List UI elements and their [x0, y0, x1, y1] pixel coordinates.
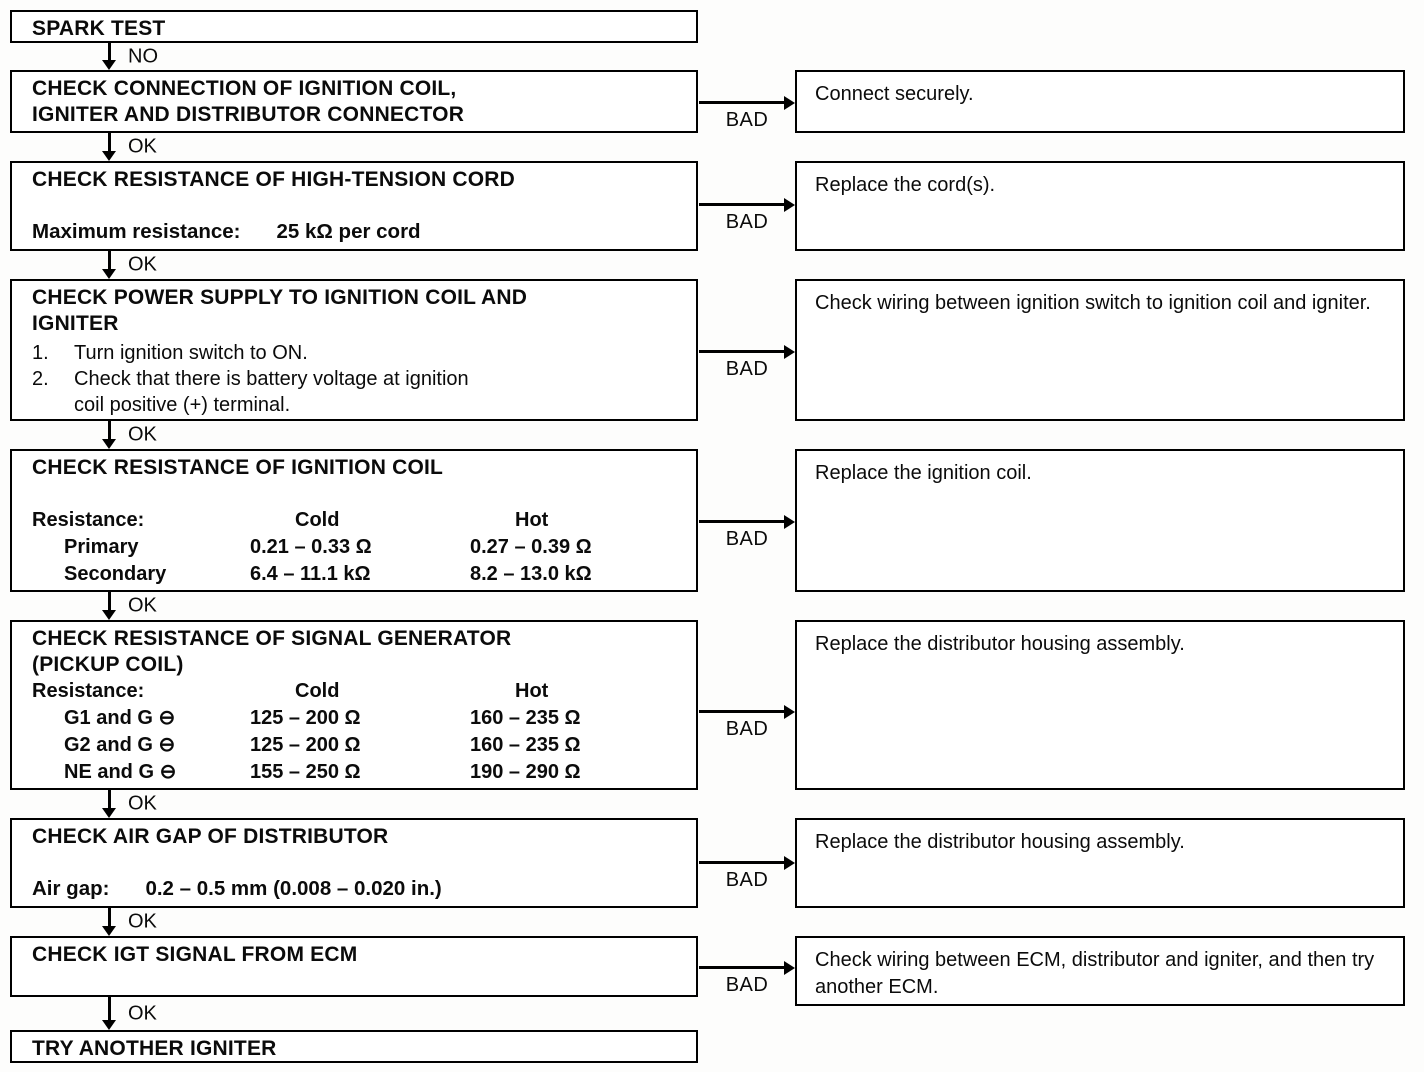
bad-label: BAD: [725, 528, 769, 550]
action-replace-ignition-coil: [795, 449, 1405, 592]
bad-label: BAD: [725, 358, 769, 380]
action-replace-cords: [795, 161, 1405, 251]
node-spark-test: [10, 10, 698, 43]
cell-hot: 160 – 235 Ω: [470, 707, 581, 729]
connector-label: OK: [128, 1002, 157, 1024]
connector-label: NO: [128, 45, 158, 67]
row-label: G2 and G ⊖: [64, 734, 176, 756]
arrow-right-icon: [784, 856, 795, 870]
arrow-line: [108, 133, 111, 152]
item-number: 2.: [32, 368, 49, 390]
bad-arrow-4: [699, 520, 795, 554]
connector-label: OK: [128, 423, 157, 446]
bad-label: BAD: [725, 211, 769, 233]
node-check-coil-resistance: [10, 449, 698, 592]
item-number: 1.: [32, 342, 49, 364]
connector-label: OK: [128, 594, 157, 617]
node-try-another-igniter: [10, 1030, 698, 1063]
node-title-line: (PICKUP COIL): [32, 653, 184, 676]
action-replace-distributor-housing-1: [795, 620, 1405, 790]
row-label: Primary: [64, 536, 139, 558]
arrow-down-icon: [102, 808, 116, 818]
arrow-line: [699, 966, 786, 969]
cell-cold: 6.4 – 11.1 kΩ: [250, 563, 371, 585]
arrow-down-icon: [102, 60, 116, 70]
resistance-table: [12, 507, 696, 588]
arrow-line: [699, 710, 786, 713]
arrow-right-icon: [784, 705, 795, 719]
action-text: Connect securely.: [815, 83, 974, 105]
node-check-air-gap: [10, 818, 698, 908]
table-row: [32, 759, 676, 786]
table-header: [32, 678, 676, 705]
cell-cold: 0.21 – 0.33 Ω: [250, 536, 372, 558]
arrow-line: [699, 520, 786, 523]
arrow-line: [699, 101, 786, 104]
arrow-down-icon: [102, 439, 116, 449]
arrow-line: [699, 203, 786, 206]
row-label: G1 and G ⊖: [64, 707, 176, 729]
arrow-line: [108, 908, 111, 927]
arrow-line: [699, 861, 786, 864]
connector-label: OK: [128, 910, 157, 933]
node-title-line: IGNITER AND DISTRIBUTOR CONNECTOR: [32, 103, 465, 126]
arrow-line: [108, 790, 111, 809]
action-text: Check wiring between ignition switch to ignition coil and igniter.: [815, 292, 1371, 314]
cell-hot: 190 – 290 Ω: [470, 761, 581, 783]
cell-hot: 0.27 – 0.39 Ω: [470, 536, 592, 558]
arrow-down-icon: [102, 1020, 116, 1030]
cell-cold: 155 – 250 Ω: [250, 761, 361, 783]
action-connect-securely: [795, 70, 1405, 133]
table-row: [32, 561, 676, 588]
bad-arrow-2: [699, 203, 795, 237]
node-title: CHECK RESISTANCE OF HIGH-TENSION CORD: [32, 168, 516, 191]
connector-ok-7: [104, 997, 264, 1030]
bad-arrow-3: [699, 350, 795, 384]
procedure-item: [32, 340, 676, 366]
connector-ok-3: [104, 421, 264, 449]
spec-line: [12, 877, 696, 901]
header-cell: Hot: [515, 680, 549, 702]
connector-ok-2: [104, 251, 264, 279]
table-row: [32, 732, 676, 759]
connector-ok-5: [104, 790, 264, 818]
arrow-down-icon: [102, 151, 116, 161]
node-title: CHECK RESISTANCE OF IGNITION COIL: [32, 456, 444, 479]
arrow-line: [108, 421, 111, 440]
cell-hot: 160 – 235 Ω: [470, 734, 581, 756]
arrow-right-icon: [784, 961, 795, 975]
arrow-line: [108, 251, 111, 270]
action-text: Replace the ignition coil.: [815, 462, 1032, 484]
cell-cold: 125 – 200 Ω: [250, 734, 361, 756]
item-text: Check that there is battery voltage at ignition coil positive (+) terminal.: [74, 368, 469, 416]
bad-label: BAD: [725, 718, 769, 740]
arrow-down-icon: [102, 926, 116, 936]
connector-ok-6: [104, 908, 264, 936]
spec-label: Maximum resistance:: [32, 220, 241, 243]
bad-label: BAD: [725, 869, 769, 891]
node-title: SPARK TEST: [32, 17, 166, 40]
arrow-right-icon: [784, 345, 795, 359]
arrow-right-icon: [784, 515, 795, 529]
action-text: Replace the distributor housing assembly.: [815, 831, 1185, 853]
node-title: CHECK AIR GAP OF DISTRIBUTOR: [32, 825, 389, 848]
node-title: CHECK IGT SIGNAL FROM ECM: [32, 943, 358, 966]
row-label: Secondary: [64, 563, 167, 585]
arrow-right-icon: [784, 96, 795, 110]
table-row: [32, 705, 676, 732]
arrow-line: [108, 997, 111, 1021]
node-title-line: CHECK CONNECTION OF IGNITION COIL,: [32, 77, 457, 100]
action-replace-distributor-housing-2: [795, 818, 1405, 908]
action-check-wiring-ignition-switch: [795, 279, 1405, 421]
table-row: [32, 534, 676, 561]
header-cell: Hot: [515, 509, 549, 531]
action-text: Replace the cord(s).: [815, 174, 996, 196]
arrow-right-icon: [784, 198, 795, 212]
spec-value: 25 kΩ per cord: [276, 220, 421, 243]
arrow-down-icon: [102, 269, 116, 279]
row-label: NE and G ⊖: [64, 761, 177, 783]
connector-no: [104, 43, 264, 70]
node-title: TRY ANOTHER IGNITER: [32, 1037, 277, 1060]
connector-ok-4: [104, 592, 264, 620]
header-cell: Cold: [295, 509, 340, 531]
connector-ok-1: [104, 133, 264, 161]
node-title-line: CHECK RESISTANCE OF SIGNAL GENERATOR: [32, 627, 512, 650]
bad-arrow-1: [699, 101, 795, 135]
connector-label: OK: [128, 253, 157, 276]
node-check-connection: [10, 70, 698, 133]
arrow-line: [699, 350, 786, 353]
arrow-line: [108, 592, 111, 611]
header-cell: Resistance:: [32, 680, 145, 702]
header-cell: Resistance:: [32, 509, 145, 531]
procedure-item: [32, 366, 676, 418]
node-check-signal-generator: [10, 620, 698, 790]
procedure-list: [12, 337, 696, 418]
arrow-line: [108, 43, 111, 61]
bad-arrow-6: [699, 861, 795, 895]
bad-arrow-5: [699, 710, 795, 744]
node-check-igt-signal: [10, 936, 698, 997]
arrow-down-icon: [102, 610, 116, 620]
node-title-line: CHECK POWER SUPPLY TO IGNITION COIL AND: [32, 286, 528, 309]
table-header: [32, 507, 676, 534]
action-check-wiring-ecm: [795, 936, 1405, 1006]
resistance-table: [12, 678, 696, 786]
node-check-power-supply: [10, 279, 698, 421]
connector-label: OK: [128, 792, 157, 815]
item-text: Turn ignition switch to ON.: [74, 342, 308, 364]
action-text: Check wiring between ECM, distributor and igniter, and then try another ECM.: [815, 949, 1375, 998]
bad-label: BAD: [725, 974, 769, 996]
bad-label: BAD: [725, 109, 769, 131]
cell-hot: 8.2 – 13.0 kΩ: [470, 563, 592, 585]
spec-label: Air gap:: [32, 877, 110, 900]
connector-label: OK: [128, 135, 157, 158]
header-cell: Cold: [295, 680, 340, 702]
cell-cold: 125 – 200 Ω: [250, 707, 361, 729]
bad-arrow-7: [699, 966, 795, 1000]
action-text: Replace the distributor housing assembly.: [815, 633, 1185, 655]
spec-line: [12, 220, 696, 244]
node-title-line: IGNITER: [32, 312, 119, 335]
node-check-high-tension-cord: [10, 161, 698, 251]
spec-value: 0.2 – 0.5 mm (0.008 – 0.020 in.): [145, 877, 442, 900]
